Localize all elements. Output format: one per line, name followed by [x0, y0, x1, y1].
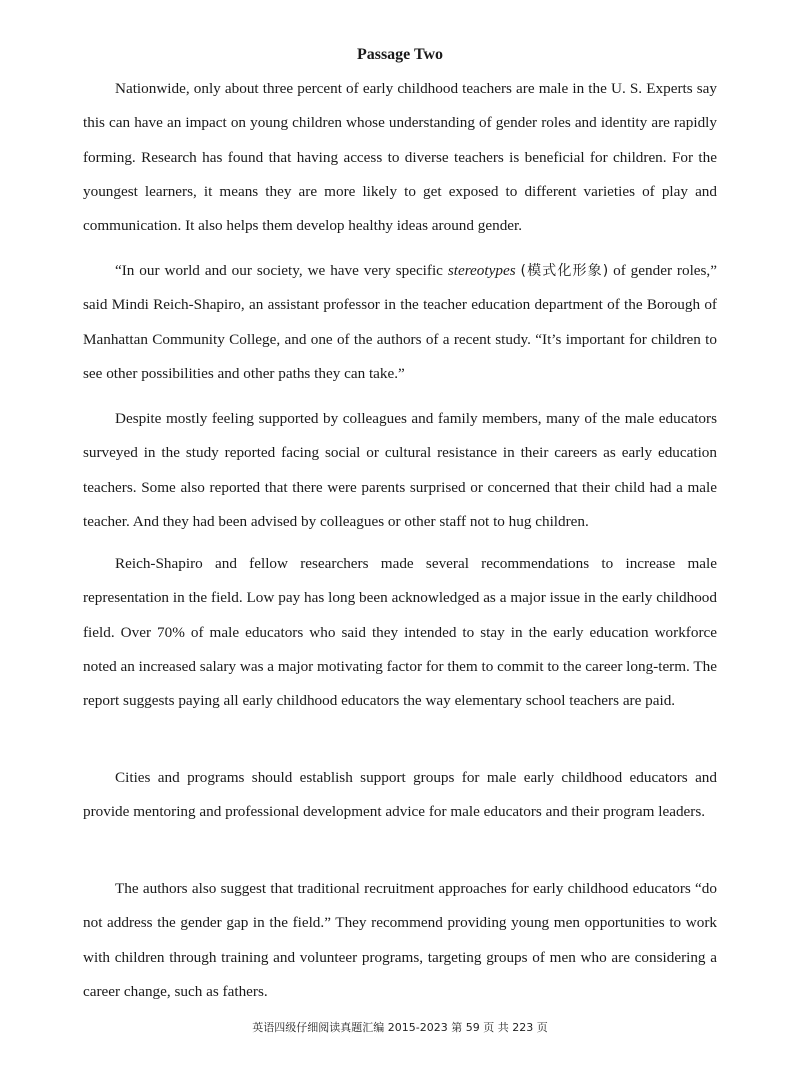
paragraph-4: Reich-Shapiro and fellow researchers made several recommendations to increase male representation in the field. Low pay has long been acknowledged as a major issue in the early childhood field. Over 70% of male educators who said they intended to stay in the early education workforce noted an increased salary was a major motivating factor for them to commit to the career long-term. The report suggests paying all early childhood educators the way elementary school teachers are paid. — [83, 555, 717, 710]
paragraph-1: Nationwide, only about three percent of early childhood teachers are male in the U. S. Experts say this can have an impact on young children whose understanding of gender roles and identity are rapidly forming. Research has found that having access to diverse teachers is beneficial for children. For the youngest learners, it means they are more likely to get exposed to different varieties of play and communication. It also helps them develop healthy ideas around gender. — [83, 80, 717, 235]
paragraph-2-text-after: of gender roles,” said Mindi Reich-Shapiro, an assistant professor in the teacher education department of the Borough of Manhattan Community College, and one of the authors of a recent study. “It’s important for children to see other possibilities and other paths they can take.” — [83, 262, 717, 382]
passage-title: Passage Two — [356, 46, 444, 63]
stereotypes-term: stereotypes — [447, 262, 516, 279]
page-footer: 英语四级仔细阅读真题汇编 2015-2023 第 59 页 共 223 页 — [252, 1021, 548, 1034]
paragraph-2 — [83, 254, 717, 391]
stereotypes-gloss: (模式化形象) — [520, 263, 609, 279]
paragraph-5: Cities and programs should establish support groups for male early childhood educators and provide mentoring and professional development advice for male educators and their program leaders. — [83, 769, 717, 821]
paragraph-3: Despite mostly feeling supported by colleagues and family members, many of the male educators surveyed in the study reported facing social or cultural resistance in their careers as early education teachers. Some also reported that there were parents surprised or concerned that their child had a male teacher. And they had been advised by colleagues or other staff not to hug children. — [83, 410, 717, 530]
paragraph-6: The authors also suggest that traditional recruitment approaches for early childhood educators “do not address the gender gap in the field.” They recommend providing young men opportunities to work with children through training and volunteer programs, targeting groups of men who are considering a career change, such as fathers. — [83, 880, 717, 1000]
paragraph-2-text-before: “In our world and our society, we have very specific — [115, 262, 448, 279]
